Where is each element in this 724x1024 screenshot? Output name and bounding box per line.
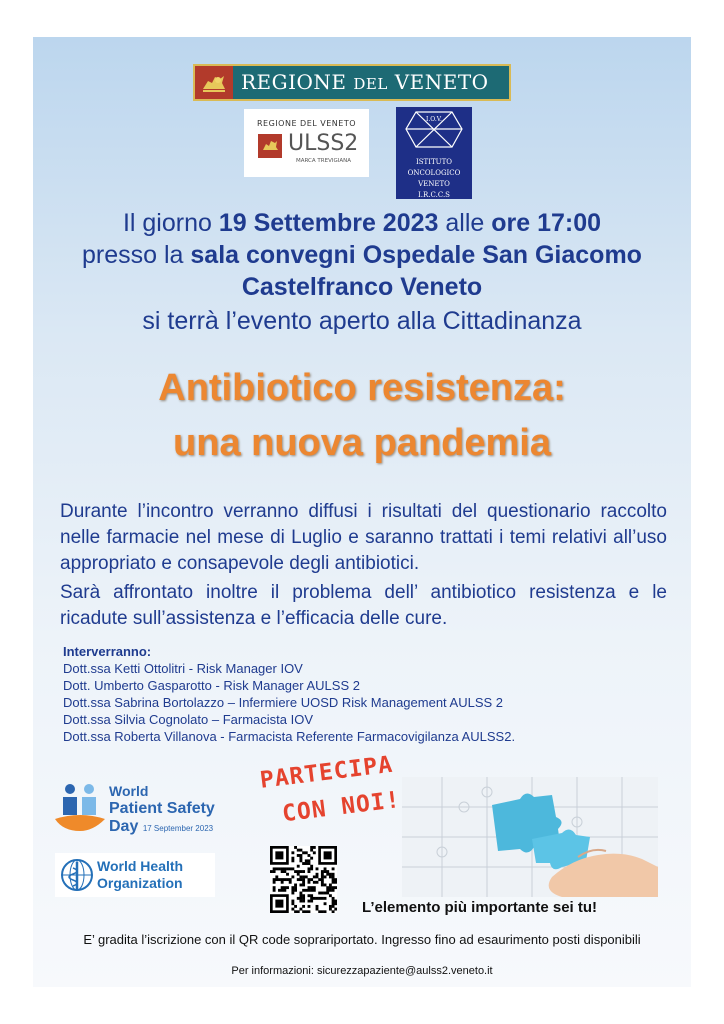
iov-emblem-icon <box>396 107 472 157</box>
slogan: L’elemento più importante sei tu! <box>362 899 598 916</box>
call-to-action <box>258 746 403 834</box>
lion-of-st-mark-icon <box>195 66 233 99</box>
registration-qr-code[interactable] <box>270 846 337 913</box>
speaker-item: Dott.ssa Sabrina Bortolazzo – Infermiere UOSD Risk Management AULSS 2 <box>63 695 504 710</box>
ulss-name: ULSS2 <box>288 131 359 156</box>
regione-veneto-logo <box>193 64 511 101</box>
puzzle-hand-image <box>402 777 658 897</box>
wpsd-line-1: World <box>109 783 149 799</box>
wpsd-line-2: Patient Safety <box>109 800 215 817</box>
ulss-lion-icon <box>258 134 282 158</box>
iov-logo <box>396 107 472 199</box>
contact-info: Per informazioni: sicurezzapaziente@aulss2.veneto.it <box>231 965 493 977</box>
speakers-heading: Interverranno: <box>63 644 152 659</box>
regione-veneto-word: VENETO <box>394 70 489 94</box>
ulss-top-text: REGIONE DEL VENETO <box>257 119 357 128</box>
event-description: si terrà l’evento aperto alla Cittadinanza <box>142 307 582 335</box>
who-line-2: Organization <box>97 875 183 891</box>
cta-line-2: CON NOI! <box>280 787 402 828</box>
event-date-line <box>33 209 691 238</box>
ulss2-logo <box>244 109 369 177</box>
body-paragraph-2: Sarà affrontato inoltre il problema dell’ antibiotico resistenza e le ricadute sull’assistenza e l’efficacia delle cure. <box>60 582 667 629</box>
iov-line1: ISTITUTO <box>416 158 452 166</box>
speaker-item: Dott.ssa Ketti Ottolitri - Risk Manager IOV <box>63 661 303 676</box>
event-date-prefix: Il giorno <box>122 209 219 237</box>
wpsd-line-3: Day <box>109 818 139 835</box>
event-date: 19 Settembre 2023 <box>218 209 439 237</box>
event-time-prefix: alle <box>438 209 492 237</box>
iov-mark: I.O.V. <box>426 116 442 123</box>
regione-del-word: DEL <box>353 75 388 93</box>
title-line-2: una nuova pandemia <box>173 422 551 464</box>
registration-note: E’ gradita l’iscrizione con il QR code soprariportato. Ingresso fino ad esaurimento posti disponibili <box>83 932 641 947</box>
who-line-1: World Health <box>97 858 184 874</box>
ulss-subtitle: MARCA TREVIGIANA <box>296 158 351 164</box>
title-line-1: Antibiotico resistenza: <box>158 367 566 409</box>
poster <box>33 37 691 987</box>
world-patient-safety-day-logo <box>53 777 233 839</box>
who-logo <box>55 853 215 897</box>
patient-safety-figures-icon <box>53 781 107 833</box>
speaker-item: Dott.ssa Roberta Villanova - Farmacista Referente Farmacovigilanza AULSS2. <box>63 729 516 744</box>
body-paragraph-1: Durante l’incontro verranno diffusi i risultati del questionario raccolto nelle farmacie nel mese di Luglio e saranno trattati i temi relativi all’uso appropriato e consapevole degli antibiotici. <box>60 501 667 574</box>
event-venue-line <box>33 241 691 270</box>
speakers-list <box>63 643 623 745</box>
wpsd-date: 17 September 2023 <box>142 824 214 833</box>
event-city: Castelfranco Veneto <box>241 273 483 301</box>
iov-line3: VENETO <box>418 180 450 188</box>
event-venue: sala convegni Ospedale San Giacomo <box>190 241 642 269</box>
speaker-item: Dott.ssa Silvia Cognolato – Farmacista IOV <box>63 712 313 727</box>
speaker-item: Dott. Umberto Gasparotto - Risk Manager AULSS 2 <box>63 678 360 693</box>
who-emblem-icon <box>58 856 96 894</box>
iov-line2: ONCOLOGICO <box>407 169 461 177</box>
event-venue-prefix: presso la <box>82 241 191 269</box>
cta-line-1: PARTECIPA <box>258 751 395 794</box>
iov-line4: I.R.C.C.S <box>418 191 450 199</box>
event-time: ore 17:00 <box>491 209 602 237</box>
regione-word: REGIONE <box>241 70 347 94</box>
